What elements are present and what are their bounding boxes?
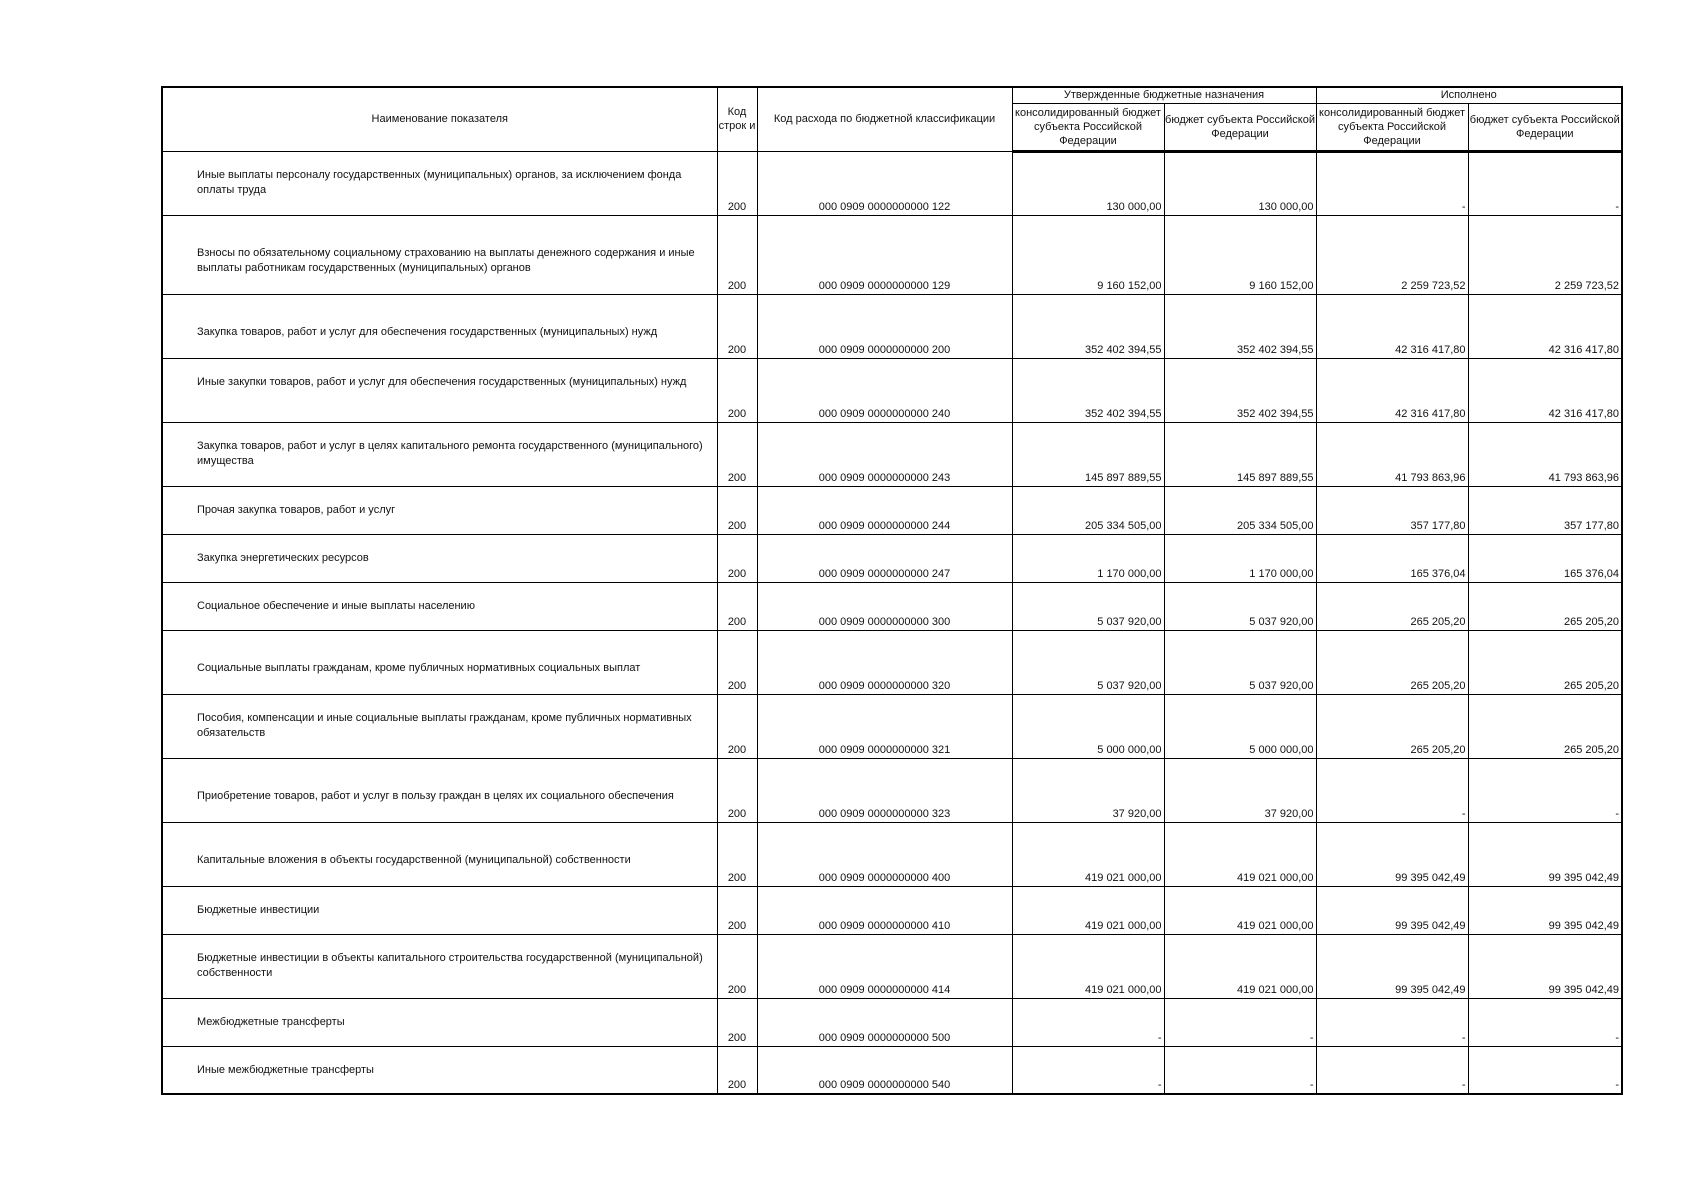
line-code-cell: 200 [717,1046,757,1094]
indicator-name-cell: Закупка товаров, работ и услуг для обеспечения государственных (муниципальных) нужд [162,294,717,358]
executed-subject-cell: 99 395 042,49 [1468,934,1622,998]
approved-subject-cell: 9 160 152,00 [1164,215,1316,294]
approved-consolidated-cell: - [1012,1046,1164,1094]
table-row [162,822,1622,886]
executed-consolidated-cell: 42 316 417,80 [1316,358,1468,422]
header-expense-code: Код расхода по бюджетной классификации [757,87,1012,151]
table-row [162,422,1622,486]
classification-code-cell: 000 0909 0000000000 244 [757,486,1012,534]
indicator-name-cell: Взносы по обязательному социальному страхованию на выплаты денежного содержания и иные выплаты работникам государственных (муниципальных) органов [162,215,717,294]
line-code-cell: 200 [717,758,757,822]
approved-subject-cell: 352 402 394,55 [1164,294,1316,358]
table-body [162,151,1622,1094]
approved-consolidated-cell: 419 021 000,00 [1012,934,1164,998]
header-approved-group: Утвержденные бюджетные назначения [1012,87,1316,103]
executed-subject-cell: 99 395 042,49 [1468,822,1622,886]
table-row [162,294,1622,358]
approved-consolidated-cell: - [1012,998,1164,1046]
table-row [162,630,1622,694]
executed-subject-cell: 357 177,80 [1468,486,1622,534]
line-code-cell: 200 [717,358,757,422]
approved-consolidated-cell: 419 021 000,00 [1012,822,1164,886]
executed-subject-cell: 265 205,20 [1468,630,1622,694]
approved-consolidated-cell: 419 021 000,00 [1012,886,1164,934]
approved-subject-cell: 130 000,00 [1164,151,1316,215]
approved-consolidated-cell: 352 402 394,55 [1012,358,1164,422]
header-approved-subject: бюджет субъекта Российской Федерации [1164,103,1316,151]
classification-code-cell: 000 0909 0000000000 129 [757,215,1012,294]
approved-consolidated-cell: 5 000 000,00 [1012,694,1164,758]
classification-code-cell: 000 0909 0000000000 540 [757,1046,1012,1094]
line-code-cell: 200 [717,886,757,934]
executed-subject-cell: 265 205,20 [1468,582,1622,630]
line-code-cell: 200 [717,694,757,758]
executed-subject-cell: - [1468,151,1622,215]
approved-subject-cell: 1 170 000,00 [1164,534,1316,582]
approved-subject-cell: 419 021 000,00 [1164,886,1316,934]
indicator-name-cell: Капитальные вложения в объекты государственной (муниципальной) собственности [162,822,717,886]
table-row [162,998,1622,1046]
table-row [162,215,1622,294]
executed-subject-cell: 41 793 863,96 [1468,422,1622,486]
classification-code-cell: 000 0909 0000000000 410 [757,886,1012,934]
executed-subject-cell: - [1468,758,1622,822]
executed-subject-cell: 265 205,20 [1468,694,1622,758]
executed-consolidated-cell: 165 376,04 [1316,534,1468,582]
classification-code-cell: 000 0909 0000000000 243 [757,422,1012,486]
approved-consolidated-cell: 352 402 394,55 [1012,294,1164,358]
line-code-cell: 200 [717,998,757,1046]
executed-subject-cell: - [1468,998,1622,1046]
approved-subject-cell: 145 897 889,55 [1164,422,1316,486]
line-code-cell: 200 [717,934,757,998]
line-code-cell: 200 [717,822,757,886]
indicator-name-cell: Иные выплаты персоналу государственных (муниципальных) органов, за исключением фонда оплаты труда [162,151,717,215]
approved-subject-cell: 419 021 000,00 [1164,934,1316,998]
executed-subject-cell: 165 376,04 [1468,534,1622,582]
classification-code-cell: 000 0909 0000000000 200 [757,294,1012,358]
approved-consolidated-cell: 145 897 889,55 [1012,422,1164,486]
approved-subject-cell: 5 037 920,00 [1164,582,1316,630]
executed-subject-cell: 42 316 417,80 [1468,294,1622,358]
budget-execution-table [161,86,1623,1095]
line-code-cell: 200 [717,630,757,694]
classification-code-cell: 000 0909 0000000000 321 [757,694,1012,758]
approved-consolidated-cell: 5 037 920,00 [1012,582,1164,630]
approved-consolidated-cell: 5 037 920,00 [1012,630,1164,694]
line-code-cell: 200 [717,294,757,358]
indicator-name-cell: Бюджетные инвестиции [162,886,717,934]
executed-consolidated-cell: 265 205,20 [1316,582,1468,630]
executed-consolidated-cell: 99 395 042,49 [1316,822,1468,886]
classification-code-cell: 000 0909 0000000000 300 [757,582,1012,630]
table-row [162,582,1622,630]
header-executed-consolidated: консолидированный бюджет субъекта Российской Федерации [1316,103,1468,151]
table-row [162,151,1622,215]
table-row [162,1046,1622,1094]
indicator-name-cell: Закупка энергетических ресурсов [162,534,717,582]
indicator-name-cell: Закупка товаров, работ и услуг в целях капитального ремонта государственного (муниципального) имущества [162,422,717,486]
executed-consolidated-cell: 265 205,20 [1316,694,1468,758]
table-row [162,758,1622,822]
table-row [162,358,1622,422]
indicator-name-cell: Иные межбюджетные трансферты [162,1046,717,1094]
approved-subject-cell: - [1164,998,1316,1046]
classification-code-cell: 000 0909 0000000000 247 [757,534,1012,582]
classification-code-cell: 000 0909 0000000000 500 [757,998,1012,1046]
executed-subject-cell: 2 259 723,52 [1468,215,1622,294]
approved-subject-cell: 419 021 000,00 [1164,822,1316,886]
classification-code-cell: 000 0909 0000000000 414 [757,934,1012,998]
header-approved-consolidated: консолидированный бюджет субъекта Российской Федерации [1012,103,1164,151]
executed-subject-cell: 99 395 042,49 [1468,886,1622,934]
executed-consolidated-cell: 99 395 042,49 [1316,886,1468,934]
executed-consolidated-cell: - [1316,758,1468,822]
executed-subject-cell: 42 316 417,80 [1468,358,1622,422]
table-row [162,934,1622,998]
classification-code-cell: 000 0909 0000000000 320 [757,630,1012,694]
executed-consolidated-cell: 99 395 042,49 [1316,934,1468,998]
table-row [162,486,1622,534]
executed-consolidated-cell: 2 259 723,52 [1316,215,1468,294]
executed-consolidated-cell: - [1316,1046,1468,1094]
approved-subject-cell: 205 334 505,00 [1164,486,1316,534]
approved-subject-cell: 5 037 920,00 [1164,630,1316,694]
indicator-name-cell: Бюджетные инвестиции в объекты капитального строительства государственной (муниципальной) собственности [162,934,717,998]
approved-subject-cell: 37 920,00 [1164,758,1316,822]
indicator-name-cell: Прочая закупка товаров, работ и услуг [162,486,717,534]
approved-consolidated-cell: 130 000,00 [1012,151,1164,215]
approved-subject-cell: - [1164,1046,1316,1094]
indicator-name-cell: Иные закупки товаров, работ и услуг для обеспечения государственных (муниципальных) нужд [162,358,717,422]
executed-consolidated-cell: - [1316,151,1468,215]
approved-consolidated-cell: 9 160 152,00 [1012,215,1164,294]
table-row [162,886,1622,934]
approved-subject-cell: 5 000 000,00 [1164,694,1316,758]
executed-consolidated-cell: - [1316,998,1468,1046]
header-line-code: Код строк и [717,87,757,151]
table-header [162,87,1622,151]
indicator-name-cell: Приобретение товаров, работ и услуг в пользу граждан в целях их социального обеспечения [162,758,717,822]
executed-consolidated-cell: 41 793 863,96 [1316,422,1468,486]
executed-consolidated-cell: 265 205,20 [1316,630,1468,694]
line-code-cell: 200 [717,215,757,294]
indicator-name-cell: Социальные выплаты гражданам, кроме публичных нормативных социальных выплат [162,630,717,694]
line-code-cell: 200 [717,486,757,534]
line-code-cell: 200 [717,151,757,215]
line-code-cell: 200 [717,582,757,630]
approved-consolidated-cell: 205 334 505,00 [1012,486,1164,534]
indicator-name-cell: Социальное обеспечение и иные выплаты населению [162,582,717,630]
indicator-name-cell: Пособия, компенсации и иные социальные выплаты гражданам, кроме публичных нормативных обязательств [162,694,717,758]
approved-subject-cell: 352 402 394,55 [1164,358,1316,422]
line-code-cell: 200 [717,534,757,582]
header-executed-subject: бюджет субъекта Российской Федерации [1468,103,1622,151]
classification-code-cell: 000 0909 0000000000 122 [757,151,1012,215]
line-code-cell: 200 [717,422,757,486]
indicator-name-cell: Межбюджетные трансферты [162,998,717,1046]
executed-consolidated-cell: 357 177,80 [1316,486,1468,534]
approved-consolidated-cell: 37 920,00 [1012,758,1164,822]
classification-code-cell: 000 0909 0000000000 323 [757,758,1012,822]
executed-subject-cell: - [1468,1046,1622,1094]
table-row [162,534,1622,582]
classification-code-cell: 000 0909 0000000000 400 [757,822,1012,886]
header-executed-group: Исполнено [1316,87,1622,103]
approved-consolidated-cell: 1 170 000,00 [1012,534,1164,582]
classification-code-cell: 000 0909 0000000000 240 [757,358,1012,422]
table-row [162,694,1622,758]
header-indicator-name: Наименование показателя [162,87,717,151]
executed-consolidated-cell: 42 316 417,80 [1316,294,1468,358]
